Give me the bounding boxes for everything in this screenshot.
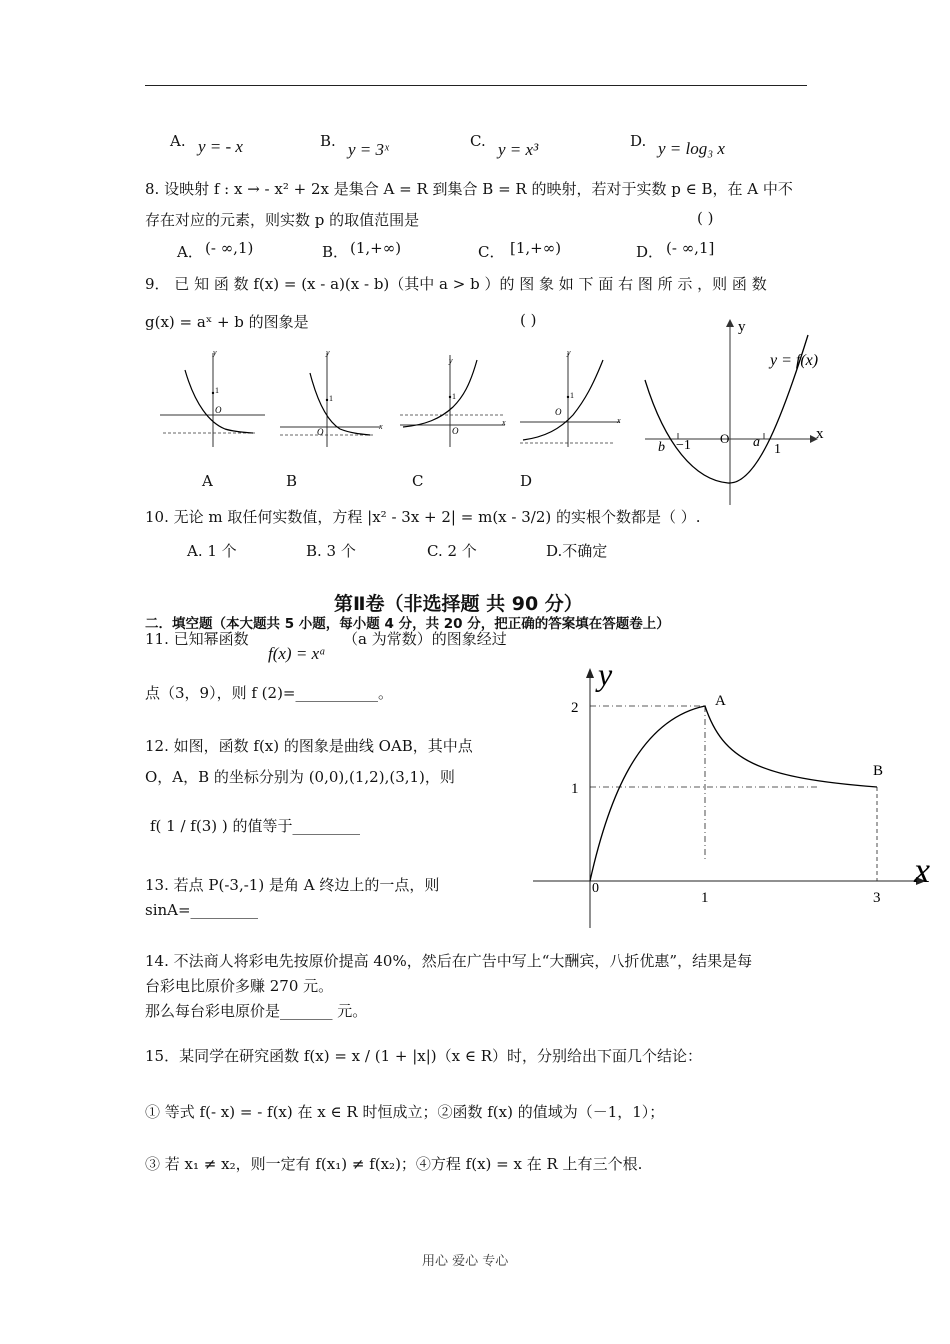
q12-graph [528,660,940,932]
q12-tick-2: 2 [571,700,579,716]
q12-point-b: B [873,763,884,779]
q9-label-c: C [412,472,424,490]
footer-text: 用心 爱心 专心 [422,1254,509,1269]
q9-line2: g(x) = aˣ + b 的图象是 [145,313,309,331]
q7-option-a-label: A. [170,132,186,150]
q8-option-a-label: A． [177,243,203,261]
q9d-one: 1 [570,391,574,400]
q10-option-a: A. 1 个 [187,542,237,560]
q7-option-a: y = - x [198,137,243,156]
q9c-one: 1 [452,392,456,401]
q10-option-d: D.不确定 [546,542,608,560]
q9d-y: y [567,348,571,357]
header-rule [145,85,807,86]
q8-option-c: [1,+∞) [510,239,562,257]
q9-graph-a [160,348,265,447]
q8-option-b-label: B． [322,243,349,261]
q11-note: （a 为常数）的图象经过 [343,630,507,648]
main-one: 1 [774,442,781,457]
q14-line2: 台彩电比原价多赚 270 元。 [145,977,334,995]
q14-line3: 那么每台彩电原价是_______ 元。 [145,1002,368,1020]
q11-line2: 点（3，9），则 f (2)=___________。 [145,684,393,702]
q8-line2: 存在对应的元素，则实数 p 的取值范围是 [145,211,420,229]
q12-point-a: A [715,693,726,709]
q11-line1: 11. 已知幂函数 [145,630,249,648]
section2-subtitle: 二．填空题（本大题共 5 小题，每小题 4 分，共 20 分，把正确的答案填在答题卷上） [145,616,670,632]
main-origin: O [720,431,730,446]
q7-option-b-label: B. [320,132,336,150]
q8-option-d-label: D． [636,243,664,261]
q9b-y: y [326,348,330,357]
q12-x-tick-3: 3 [873,890,881,906]
q9-line1: 9． 已 知 函 数 f(x) = (x - a)(x - b)（其中 a > b ）的 图 象 如 下 面 右 图 所 示 ，则 函 数 [145,275,767,293]
q15-line3: ③ 若 x₁ ≠ x₂，则一定有 f(x₁) ≠ f(x₂)；④方程 f(x) = x 在 R 上有三个根. [145,1155,643,1173]
q9-main-graph [640,315,840,510]
q9-label-d: D [520,472,533,490]
q7-option-d: y = log₃ x [658,139,725,158]
q9a-one: 1 [215,386,219,395]
q9c-y: y [449,356,453,365]
q8-option-b: (1,+∞) [350,239,402,257]
q10-option-b: B. 3 个 [306,542,356,560]
q7-option-c: y = x³ [498,140,539,159]
q9c-x: x [502,418,506,427]
q9-label-a: A [202,472,213,490]
q8-option-c-label: C． [478,243,505,261]
q10-option-c: C. 2 个 [427,542,477,560]
q7-option-d-label: D. [630,132,647,150]
q8-line1: 8. 设映射 f : x → - x² + 2x 是集合 A = R 到集合 B = R 的映射，若对于实数 p ∈ B，在 A 中不 [145,180,793,198]
main-curve-label: y = f(x) [770,352,819,369]
q14-line1: 14. 不法商人将彩电先按原价提高 40%，然后在广告中写上“大酬宾，八折优惠”，结果是每 [145,952,753,970]
q12-y-label: y [598,660,613,692]
main-a-label: a [753,435,760,450]
q11-formula: f(x) = xᵃ [268,644,326,663]
q9b-x: x [379,422,383,431]
main-minus-one: −1 [676,438,691,453]
q10-line: 10. 无论 m 取任何实数值，方程 |x² - 3x + 2| = m(x - 3/2) 的实根个数都是（ ）. [145,508,701,526]
q12-line1: 12. 如图，函数 f(x) 的图象是曲线 OAB，其中点 [145,737,473,755]
q9b-one: 1 [329,394,333,403]
q13-line2: sinA=_________ [145,901,259,919]
q12-x-tick-1: 1 [701,890,709,906]
main-b-label: b [658,440,665,455]
q12-tick-1: 1 [571,781,579,797]
q8-option-d: (- ∞,1] [666,239,715,257]
main-y-label: y [738,319,746,335]
q9-label-b: B [286,472,298,490]
q9-blank: ( ) [520,311,537,329]
q9d-x: x [617,416,621,425]
q15-line1: 15．某同学在研究函数 f(x) = x / (1 + |x|)（x ∈ R）时，分别给出下面几个结论： [145,1047,703,1065]
main-x-label: x [816,426,824,442]
q15-line2: ① 等式 f(- x) = - f(x) 在 x ∈ R 时恒成立；②函数 f(x) 的值域为（－1，1）； [145,1103,665,1121]
q9a-y: y [213,348,217,357]
q12-x-label: x [914,850,930,890]
q9c-o: O [452,426,459,436]
q12-line3: f( 1 / f(3) ) 的值等于_________ [150,817,360,835]
q8-option-a: (- ∞,1) [205,239,254,257]
q9-graph-c [400,355,506,447]
q12-line2: O，A，B 的坐标分别为 (0,0),(1,2),(3,1)，则 [145,768,455,786]
q9d-o: O [555,407,562,417]
q12-origin: 0 [592,881,599,896]
section2-title: 第Ⅱ卷（非选择题 共 90 分） [334,593,583,615]
q9a-o: O [215,405,222,415]
q9-choice-graphs [155,345,625,450]
q9b-o: O [317,427,324,437]
q9-graph-d [520,348,621,447]
q7-option-c-label: C. [470,132,486,150]
q8-blank: ( ) [697,209,714,227]
q7-option-b: y = 3ˣ [348,140,389,159]
q9-graph-b [280,348,383,447]
q13-line1: 13. 若点 P(-3,-1) 是角 A 终边上的一点，则 [145,876,440,894]
